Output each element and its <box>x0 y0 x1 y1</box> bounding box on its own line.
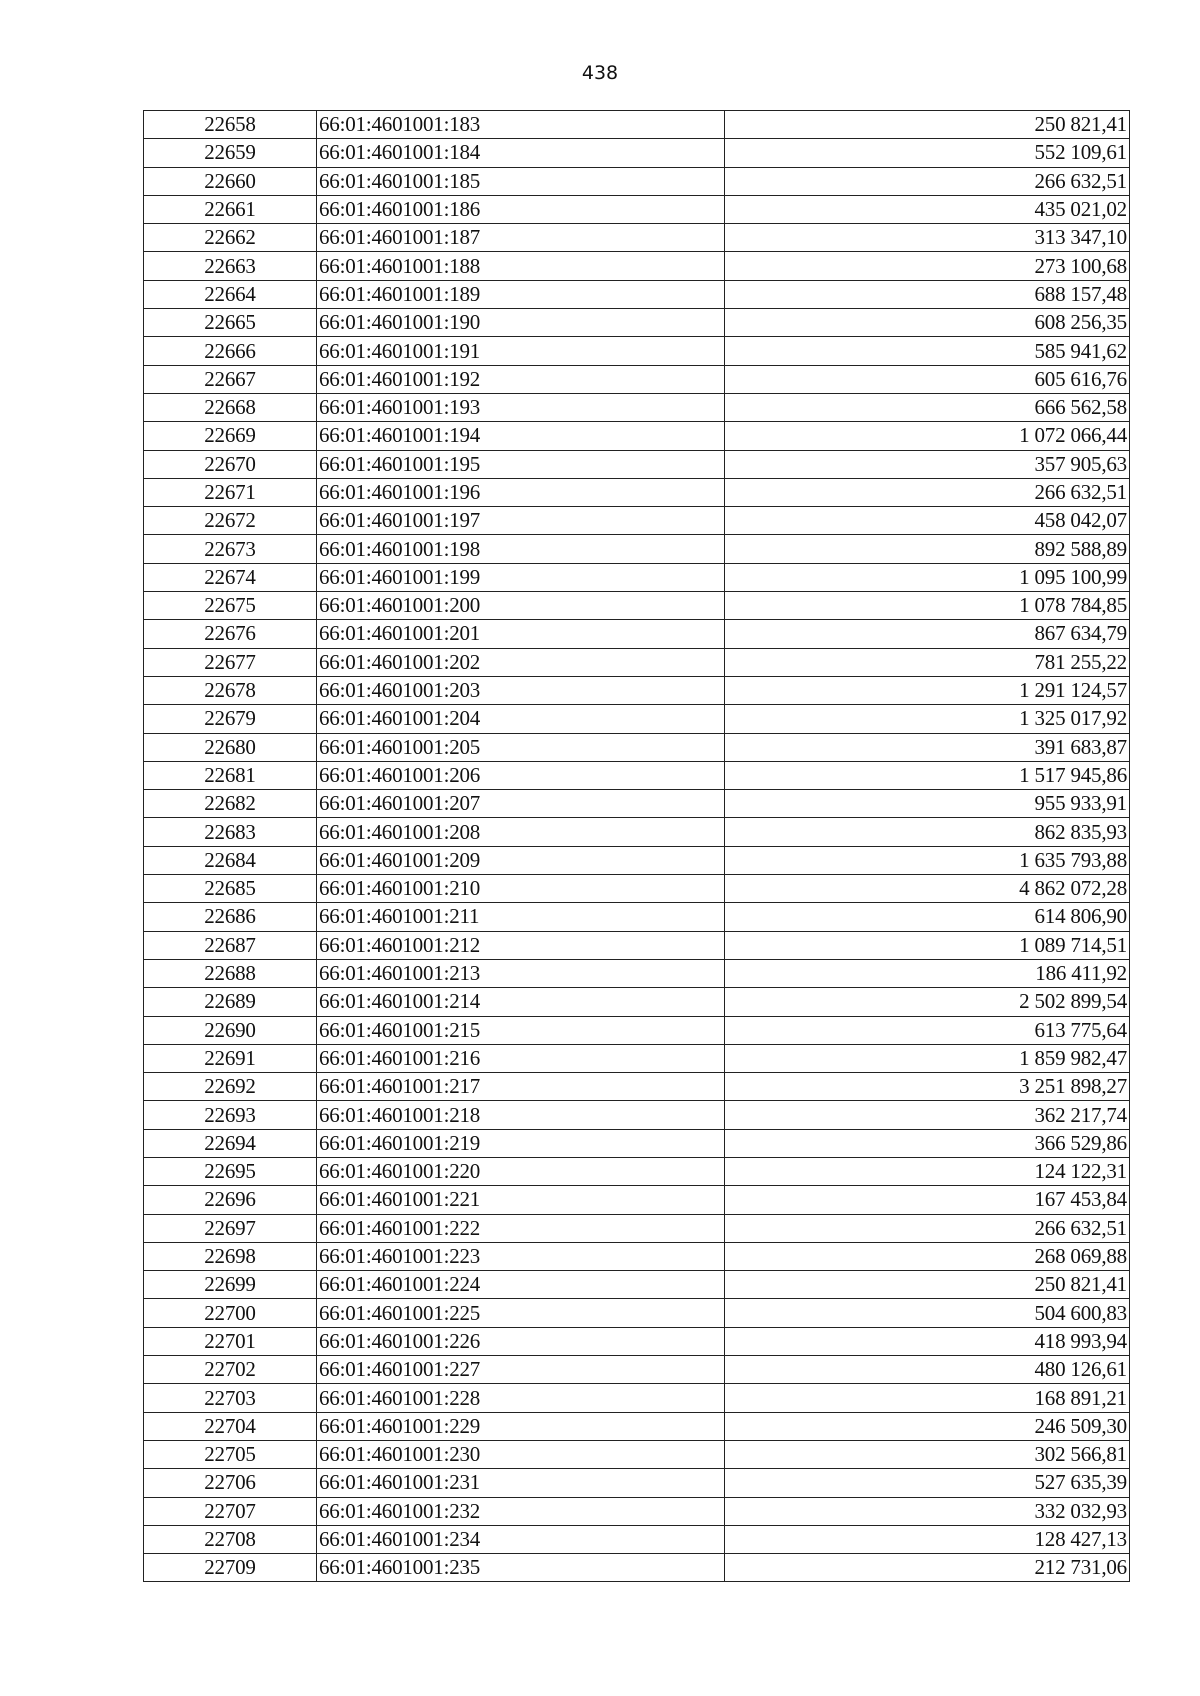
table-row <box>144 705 1130 733</box>
cadastral-value-cell: 1 325 017,92 <box>725 705 1130 733</box>
table-row <box>144 1044 1130 1072</box>
row-number-cell: 22707 <box>144 1497 317 1525</box>
row-number-cell: 22687 <box>144 931 317 959</box>
cadastral-number-cell: 66:01:4601001:203 <box>317 676 725 704</box>
cadastral-number-cell: 66:01:4601001:184 <box>317 139 725 167</box>
table-row <box>144 280 1130 308</box>
cadastral-value-cell: 605 616,76 <box>725 365 1130 393</box>
cadastral-number-cell: 66:01:4601001:215 <box>317 1016 725 1044</box>
row-number-cell: 22679 <box>144 705 317 733</box>
table-row <box>144 761 1130 789</box>
row-number-cell: 22700 <box>144 1299 317 1327</box>
cadastral-value-cell: 266 632,51 <box>725 478 1130 506</box>
table-body <box>144 111 1130 1582</box>
cadastral-number-cell: 66:01:4601001:222 <box>317 1214 725 1242</box>
row-number-cell: 22684 <box>144 846 317 874</box>
row-number-cell: 22665 <box>144 309 317 337</box>
cadastral-number-cell: 66:01:4601001:216 <box>317 1044 725 1072</box>
table-row <box>144 620 1130 648</box>
row-number-cell: 22660 <box>144 167 317 195</box>
row-number-cell: 22681 <box>144 761 317 789</box>
cadastral-value-cell: 273 100,68 <box>725 252 1130 280</box>
cadastral-value-cell: 435 021,02 <box>725 195 1130 223</box>
cadastral-value-cell: 1 078 784,85 <box>725 592 1130 620</box>
cadastral-value-cell: 3 251 898,27 <box>725 1073 1130 1101</box>
row-number-cell: 22695 <box>144 1157 317 1185</box>
row-number-cell: 22691 <box>144 1044 317 1072</box>
table-row <box>144 1384 1130 1412</box>
cadastral-value-cell: 862 835,93 <box>725 818 1130 846</box>
page-number: 438 <box>581 62 619 84</box>
cadastral-value-cell: 246 509,30 <box>725 1412 1130 1440</box>
cadastral-number-cell: 66:01:4601001:228 <box>317 1384 725 1412</box>
table-row <box>144 846 1130 874</box>
cadastral-value-table <box>143 110 1130 1582</box>
table-row <box>144 733 1130 761</box>
row-number-cell: 22666 <box>144 337 317 365</box>
table-row <box>144 790 1130 818</box>
row-number-cell: 22705 <box>144 1440 317 1468</box>
table-row <box>144 1186 1130 1214</box>
cadastral-value-cell: 892 588,89 <box>725 535 1130 563</box>
row-number-cell: 22698 <box>144 1242 317 1270</box>
table-row <box>144 1497 1130 1525</box>
cadastral-number-cell: 66:01:4601001:231 <box>317 1469 725 1497</box>
cadastral-value-cell: 167 453,84 <box>725 1186 1130 1214</box>
table-row <box>144 1073 1130 1101</box>
cadastral-value-cell: 458 042,07 <box>725 507 1130 535</box>
cadastral-value-cell: 2 502 899,54 <box>725 988 1130 1016</box>
table-row <box>144 1525 1130 1553</box>
table-row <box>144 1214 1130 1242</box>
table-row <box>144 1440 1130 1468</box>
cadastral-value-cell: 124 122,31 <box>725 1157 1130 1185</box>
cadastral-value-cell: 585 941,62 <box>725 337 1130 365</box>
cadastral-value-cell: 688 157,48 <box>725 280 1130 308</box>
table-row <box>144 1554 1130 1582</box>
cadastral-value-cell: 391 683,87 <box>725 733 1130 761</box>
cadastral-value-cell: 1 095 100,99 <box>725 563 1130 591</box>
cadastral-number-cell: 66:01:4601001:219 <box>317 1129 725 1157</box>
table-row <box>144 139 1130 167</box>
cadastral-number-cell: 66:01:4601001:221 <box>317 1186 725 1214</box>
cadastral-value-cell: 613 775,64 <box>725 1016 1130 1044</box>
table-row <box>144 450 1130 478</box>
cadastral-number-cell: 66:01:4601001:195 <box>317 450 725 478</box>
row-number-cell: 22694 <box>144 1129 317 1157</box>
cadastral-number-cell: 66:01:4601001:204 <box>317 705 725 733</box>
table-row <box>144 1327 1130 1355</box>
row-number-cell: 22675 <box>144 592 317 620</box>
cadastral-value-cell: 128 427,13 <box>725 1525 1130 1553</box>
row-number-cell: 22708 <box>144 1525 317 1553</box>
cadastral-value-cell: 266 632,51 <box>725 1214 1130 1242</box>
cadastral-number-cell: 66:01:4601001:198 <box>317 535 725 563</box>
row-number-cell: 22686 <box>144 903 317 931</box>
cadastral-number-cell: 66:01:4601001:208 <box>317 818 725 846</box>
table-row <box>144 931 1130 959</box>
cadastral-number-cell: 66:01:4601001:197 <box>317 507 725 535</box>
cadastral-number-cell: 66:01:4601001:193 <box>317 393 725 421</box>
cadastral-number-cell: 66:01:4601001:188 <box>317 252 725 280</box>
row-number-cell: 22696 <box>144 1186 317 1214</box>
table-row <box>144 1101 1130 1129</box>
cadastral-value-cell: 504 600,83 <box>725 1299 1130 1327</box>
row-number-cell: 22680 <box>144 733 317 761</box>
cadastral-number-cell: 66:01:4601001:230 <box>317 1440 725 1468</box>
cadastral-number-cell: 66:01:4601001:226 <box>317 1327 725 1355</box>
cadastral-number-cell: 66:01:4601001:212 <box>317 931 725 959</box>
row-number-cell: 22662 <box>144 224 317 252</box>
table-row <box>144 988 1130 1016</box>
cadastral-value-cell: 666 562,58 <box>725 393 1130 421</box>
cadastral-number-cell: 66:01:4601001:185 <box>317 167 725 195</box>
table-row <box>144 224 1130 252</box>
cadastral-value-cell: 614 806,90 <box>725 903 1130 931</box>
cadastral-number-cell: 66:01:4601001:201 <box>317 620 725 648</box>
cadastral-number-cell: 66:01:4601001:202 <box>317 648 725 676</box>
cadastral-value-cell: 552 109,61 <box>725 139 1130 167</box>
cadastral-number-cell: 66:01:4601001:224 <box>317 1271 725 1299</box>
cadastral-number-cell: 66:01:4601001:194 <box>317 422 725 450</box>
cadastral-value-cell: 357 905,63 <box>725 450 1130 478</box>
row-number-cell: 22659 <box>144 139 317 167</box>
row-number-cell: 22658 <box>144 111 317 139</box>
cadastral-number-cell: 66:01:4601001:214 <box>317 988 725 1016</box>
cadastral-number-cell: 66:01:4601001:192 <box>317 365 725 393</box>
cadastral-value-cell: 4 862 072,28 <box>725 875 1130 903</box>
row-number-cell: 22693 <box>144 1101 317 1129</box>
table-row <box>144 478 1130 506</box>
cadastral-value-cell: 867 634,79 <box>725 620 1130 648</box>
row-number-cell: 22678 <box>144 676 317 704</box>
cadastral-value-cell: 608 256,35 <box>725 309 1130 337</box>
row-number-cell: 22661 <box>144 195 317 223</box>
table-row <box>144 1356 1130 1384</box>
row-number-cell: 22697 <box>144 1214 317 1242</box>
row-number-cell: 22667 <box>144 365 317 393</box>
row-number-cell: 22682 <box>144 790 317 818</box>
cadastral-number-cell: 66:01:4601001:207 <box>317 790 725 818</box>
row-number-cell: 22677 <box>144 648 317 676</box>
table-row <box>144 592 1130 620</box>
row-number-cell: 22663 <box>144 252 317 280</box>
cadastral-number-cell: 66:01:4601001:187 <box>317 224 725 252</box>
row-number-cell: 22683 <box>144 818 317 846</box>
table-row <box>144 337 1130 365</box>
table-row <box>144 195 1130 223</box>
cadastral-value-cell: 480 126,61 <box>725 1356 1130 1384</box>
row-number-cell: 22676 <box>144 620 317 648</box>
row-number-cell: 22690 <box>144 1016 317 1044</box>
row-number-cell: 22704 <box>144 1412 317 1440</box>
cadastral-number-cell: 66:01:4601001:183 <box>317 111 725 139</box>
table-row <box>144 365 1130 393</box>
table-row <box>144 393 1130 421</box>
table-row <box>144 422 1130 450</box>
cadastral-value-cell: 1 291 124,57 <box>725 676 1130 704</box>
cadastral-number-cell: 66:01:4601001:232 <box>317 1497 725 1525</box>
cadastral-number-cell: 66:01:4601001:190 <box>317 309 725 337</box>
cadastral-value-cell: 332 032,93 <box>725 1497 1130 1525</box>
table-row <box>144 1016 1130 1044</box>
cadastral-number-cell: 66:01:4601001:189 <box>317 280 725 308</box>
cadastral-value-cell: 212 731,06 <box>725 1554 1130 1582</box>
cadastral-number-cell: 66:01:4601001:218 <box>317 1101 725 1129</box>
cadastral-number-cell: 66:01:4601001:223 <box>317 1242 725 1270</box>
cadastral-value-cell: 313 347,10 <box>725 224 1130 252</box>
cadastral-number-cell: 66:01:4601001:211 <box>317 903 725 931</box>
table-row <box>144 903 1130 931</box>
row-number-cell: 22674 <box>144 563 317 591</box>
row-number-cell: 22702 <box>144 1356 317 1384</box>
row-number-cell: 22689 <box>144 988 317 1016</box>
cadastral-value-cell: 186 411,92 <box>725 959 1130 987</box>
table-row <box>144 648 1130 676</box>
table-row <box>144 167 1130 195</box>
row-number-cell: 22670 <box>144 450 317 478</box>
cadastral-number-cell: 66:01:4601001:210 <box>317 875 725 903</box>
table-row <box>144 1129 1130 1157</box>
cadastral-value-cell: 168 891,21 <box>725 1384 1130 1412</box>
row-number-cell: 22699 <box>144 1271 317 1299</box>
cadastral-number-cell: 66:01:4601001:186 <box>317 195 725 223</box>
table-row <box>144 252 1130 280</box>
cadastral-value-cell: 527 635,39 <box>725 1469 1130 1497</box>
cadastral-value-cell: 1 517 945,86 <box>725 761 1130 789</box>
table-row <box>144 535 1130 563</box>
table-row <box>144 1469 1130 1497</box>
table-row <box>144 676 1130 704</box>
cadastral-value-cell: 1 635 793,88 <box>725 846 1130 874</box>
cadastral-number-cell: 66:01:4601001:227 <box>317 1356 725 1384</box>
cadastral-number-cell: 66:01:4601001:191 <box>317 337 725 365</box>
cadastral-number-cell: 66:01:4601001:235 <box>317 1554 725 1582</box>
cadastral-value-cell: 418 993,94 <box>725 1327 1130 1355</box>
row-number-cell: 22672 <box>144 507 317 535</box>
table-row <box>144 959 1130 987</box>
table-row <box>144 309 1130 337</box>
cadastral-number-cell: 66:01:4601001:234 <box>317 1525 725 1553</box>
table-row <box>144 507 1130 535</box>
table-row <box>144 111 1130 139</box>
cadastral-number-cell: 66:01:4601001:229 <box>317 1412 725 1440</box>
cadastral-number-cell: 66:01:4601001:200 <box>317 592 725 620</box>
table-row <box>144 1412 1130 1440</box>
cadastral-number-cell: 66:01:4601001:220 <box>317 1157 725 1185</box>
row-number-cell: 22668 <box>144 393 317 421</box>
row-number-cell: 22709 <box>144 1554 317 1582</box>
table-row <box>144 818 1130 846</box>
cadastral-value-cell: 1 859 982,47 <box>725 1044 1130 1072</box>
cadastral-value-cell: 250 821,41 <box>725 1271 1130 1299</box>
row-number-cell: 22688 <box>144 959 317 987</box>
cadastral-value-cell: 362 217,74 <box>725 1101 1130 1129</box>
cadastral-number-cell: 66:01:4601001:217 <box>317 1073 725 1101</box>
cadastral-value-cell: 366 529,86 <box>725 1129 1130 1157</box>
cadastral-number-cell: 66:01:4601001:206 <box>317 761 725 789</box>
table-row <box>144 875 1130 903</box>
cadastral-value-cell: 781 255,22 <box>725 648 1130 676</box>
cadastral-value-cell: 1 089 714,51 <box>725 931 1130 959</box>
cadastral-value-cell: 268 069,88 <box>725 1242 1130 1270</box>
row-number-cell: 22664 <box>144 280 317 308</box>
cadastral-value-cell: 302 566,81 <box>725 1440 1130 1468</box>
cadastral-number-cell: 66:01:4601001:199 <box>317 563 725 591</box>
cadastral-value-cell: 266 632,51 <box>725 167 1130 195</box>
cadastral-number-cell: 66:01:4601001:209 <box>317 846 725 874</box>
row-number-cell: 22701 <box>144 1327 317 1355</box>
table-row <box>144 1271 1130 1299</box>
cadastral-value-cell: 250 821,41 <box>725 111 1130 139</box>
row-number-cell: 22706 <box>144 1469 317 1497</box>
cadastral-number-cell: 66:01:4601001:205 <box>317 733 725 761</box>
cadastral-value-cell: 1 072 066,44 <box>725 422 1130 450</box>
table-row <box>144 563 1130 591</box>
table-row <box>144 1299 1130 1327</box>
cadastral-number-cell: 66:01:4601001:225 <box>317 1299 725 1327</box>
cadastral-number-cell: 66:01:4601001:196 <box>317 478 725 506</box>
cadastral-value-cell: 955 933,91 <box>725 790 1130 818</box>
row-number-cell: 22692 <box>144 1073 317 1101</box>
cadastral-number-cell: 66:01:4601001:213 <box>317 959 725 987</box>
table-row <box>144 1157 1130 1185</box>
row-number-cell: 22673 <box>144 535 317 563</box>
table-row <box>144 1242 1130 1270</box>
row-number-cell: 22703 <box>144 1384 317 1412</box>
row-number-cell: 22669 <box>144 422 317 450</box>
row-number-cell: 22671 <box>144 478 317 506</box>
row-number-cell: 22685 <box>144 875 317 903</box>
